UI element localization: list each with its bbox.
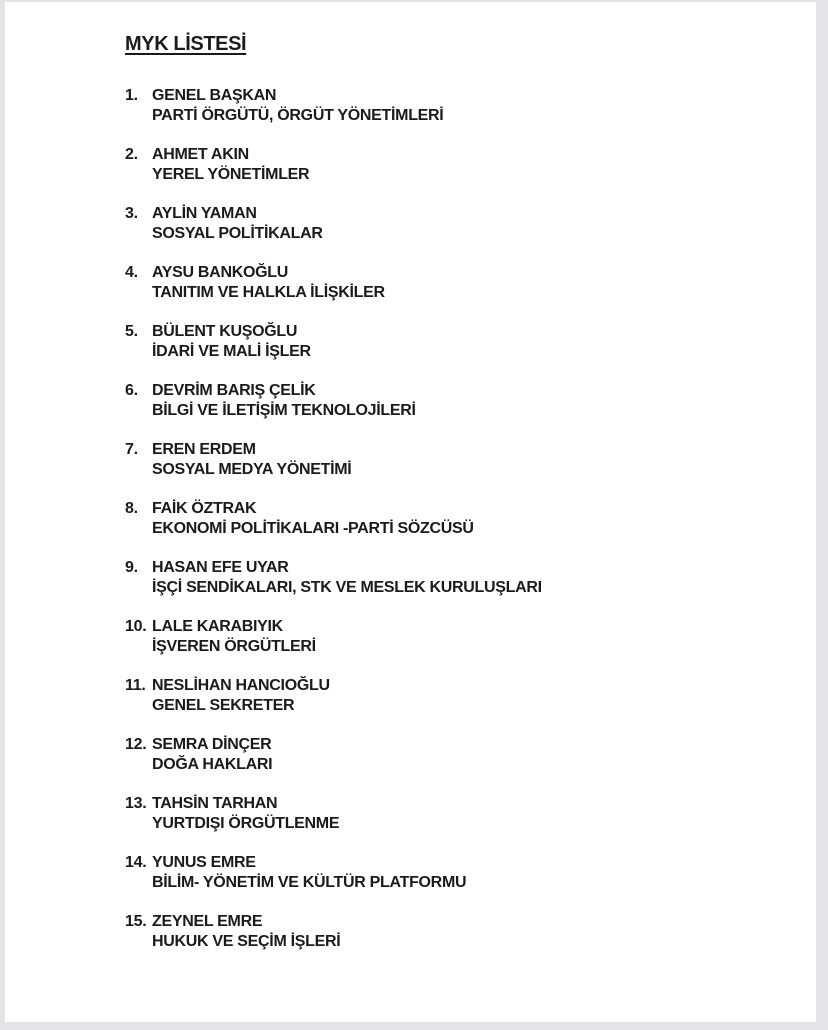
item-name: BÜLENT KUŞOĞLU (152, 323, 298, 340)
item-role: İŞÇİ SENDİKALARI, STK VE MESLEK KURULUŞLARI (152, 579, 542, 596)
list-item (125, 86, 796, 126)
list-item (125, 794, 796, 834)
item-text (152, 440, 796, 480)
item-name: YUNUS EMRE (152, 854, 256, 871)
item-role: SOSYAL MEDYA YÖNETİMİ (152, 461, 352, 478)
document-page (5, 2, 816, 1022)
item-number: 4. (125, 264, 138, 281)
list-item (125, 558, 796, 598)
myk-list (125, 86, 796, 952)
item-role: TANITIM VE HALKLA İLİŞKİLER (152, 284, 385, 301)
item-role: GENEL SEKRETER (152, 697, 295, 714)
list-item (125, 145, 796, 185)
list-item (125, 676, 796, 716)
item-number: 5. (125, 323, 138, 340)
list-item (125, 735, 796, 775)
item-name: SEMRA DİNÇER (152, 736, 272, 753)
item-text (152, 676, 796, 716)
item-name: EREN ERDEM (152, 441, 256, 458)
item-name: FAİK ÖZTRAK (152, 500, 257, 517)
item-number: 12. (125, 736, 147, 753)
item-role: HUKUK VE SEÇİM İŞLERİ (152, 933, 341, 950)
list-item (125, 440, 796, 480)
item-name: TAHSİN TARHAN (152, 795, 278, 812)
item-number: 7. (125, 441, 138, 458)
item-text (152, 735, 796, 775)
item-name: NESLİHAN HANCIOĞLU (152, 677, 330, 694)
item-number: 1. (125, 87, 138, 104)
item-text (152, 794, 796, 834)
item-text (152, 145, 796, 185)
item-name: AYLİN YAMAN (152, 205, 257, 222)
item-text (152, 912, 796, 952)
item-role: DOĞA HAKLARI (152, 756, 273, 773)
item-text (152, 558, 796, 598)
item-role: İDARİ VE MALİ İŞLER (152, 343, 311, 360)
item-text (152, 381, 796, 421)
item-text (152, 263, 796, 303)
document-title: MYK LİSTESİ (125, 33, 247, 55)
item-number: 11. (125, 677, 146, 694)
item-role: İŞVEREN ÖRGÜTLERİ (152, 638, 316, 655)
item-number: 14. (125, 854, 147, 871)
item-number: 6. (125, 382, 138, 399)
item-name: HASAN EFE UYAR (152, 559, 289, 576)
item-name: DEVRİM BARIŞ ÇELİK (152, 382, 316, 399)
item-role: EKONOMİ POLİTİKALARI -PARTİ SÖZCÜSÜ (152, 520, 474, 537)
item-name: GENEL BAŞKAN (152, 87, 277, 104)
item-text (152, 499, 796, 539)
list-item (125, 617, 796, 657)
list-item (125, 381, 796, 421)
item-number: 10. (125, 618, 147, 635)
item-number: 2. (125, 146, 138, 163)
item-role: YEREL YÖNETİMLER (152, 166, 310, 183)
list-item (125, 853, 796, 893)
list-item (125, 912, 796, 952)
item-role: SOSYAL POLİTİKALAR (152, 225, 323, 242)
item-text (152, 204, 796, 244)
item-role: YURTDIŞI ÖRGÜTLENME (152, 815, 340, 832)
item-number: 3. (125, 205, 138, 222)
list-item (125, 204, 796, 244)
item-number: 15. (125, 913, 147, 930)
item-name: ZEYNEL EMRE (152, 913, 263, 930)
item-name: LALE KARABIYIK (152, 618, 283, 635)
item-number: 9. (125, 559, 138, 576)
list-item (125, 322, 796, 362)
item-name: AYSU BANKOĞLU (152, 264, 288, 281)
item-number: 8. (125, 500, 138, 517)
list-item (125, 263, 796, 303)
item-text (152, 322, 796, 362)
item-role: PARTİ ÖRGÜTÜ, ÖRGÜT YÖNETİMLERİ (152, 107, 444, 124)
item-number: 13. (125, 795, 147, 812)
item-text (152, 617, 796, 657)
item-role: BİLGİ VE İLETİŞİM TEKNOLOJİLERİ (152, 402, 416, 419)
item-text (152, 853, 796, 893)
list-item (125, 499, 796, 539)
item-name: AHMET AKIN (152, 146, 249, 163)
item-text (152, 86, 796, 126)
item-role: BİLİM- YÖNETİM VE KÜLTÜR PLATFORMU (152, 874, 467, 891)
